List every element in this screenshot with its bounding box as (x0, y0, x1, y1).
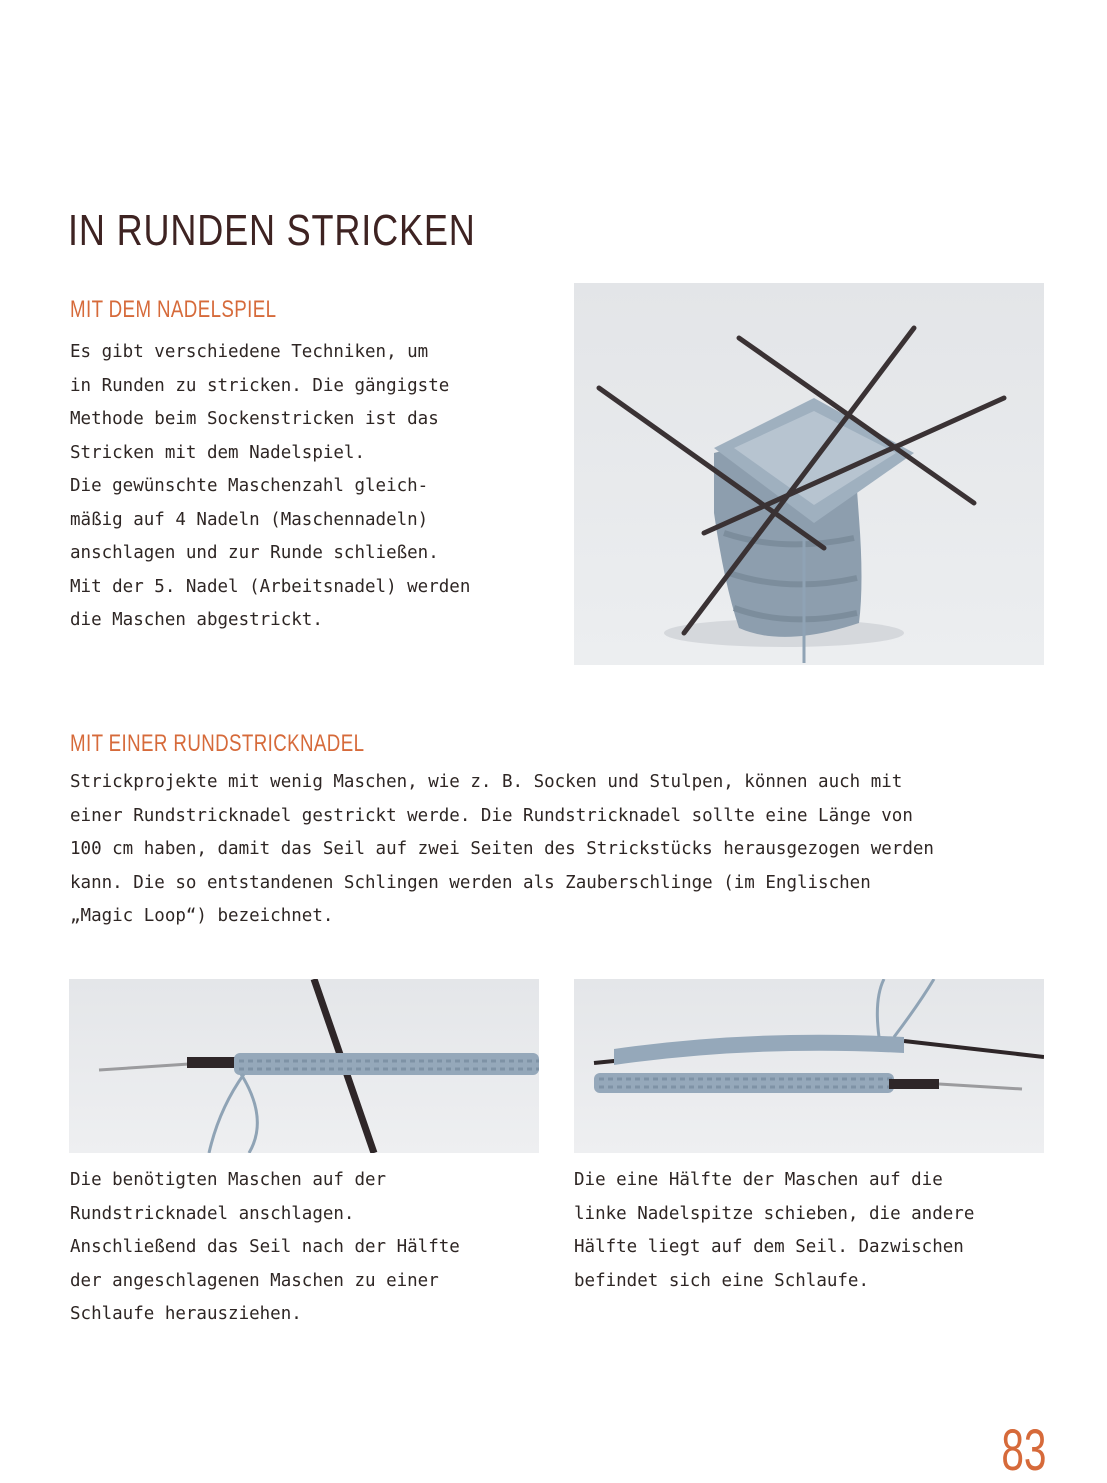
section-heading-nadelspiel: MIT DEM NADELSPIEL (70, 296, 277, 323)
section-body-nadelspiel: Es gibt verschiedene Techniken, um in Runden zu stricken. Die gängigste Methode beim Sockenstricken ist das Stricken mit dem Nadelspiel. Die gewünschte Maschenzahl gleich- mäßig auf 4 Nadeln (Maschennadeln) anschlagen und zur Runde schließen. Mit der 5. Nadel (Arbeitsnadel) werden die Maschen abgestrickt. (70, 342, 471, 630)
section-body-rundstricknadel: Strickprojekte mit wenig Maschen, wie z. B. Socken und Stulpen, können auch mit einer Rundstricknadel gestrickt werde. Die Rundstricknadel sollte eine Länge von 100 cm haben, damit das Seil auf zwei Seiten des Strickstücks herausgezogen werden kann. Die so entstandenen Schlingen werden als Zauberschlinge (im Englischen „Magic Loop“) bezeichnet. (70, 772, 934, 926)
page-title: IN RUNDEN STRICKEN (68, 206, 476, 255)
photo-magic-loop-step-2 (574, 979, 1044, 1153)
caption-left: Die benötigten Maschen auf der Rundstricknadel anschlagen. Anschließend das Seil nach der Hälfte der angeschlagenen Maschen zu einer Schlaufe herausziehen. (70, 1170, 460, 1324)
photo-double-pointed-needles (574, 283, 1044, 665)
page-number: 83 (1001, 1418, 1047, 1483)
photo-magic-loop-step-1 (69, 979, 539, 1153)
section-heading-rundstricknadel: MIT EINER RUNDSTRICKNADEL (70, 730, 365, 757)
caption-right: Die eine Hälfte der Maschen auf die linke Nadelspitze schieben, die andere Hälfte liegt auf dem Seil. Dazwischen befindet sich eine Schlaufe. (574, 1170, 975, 1291)
